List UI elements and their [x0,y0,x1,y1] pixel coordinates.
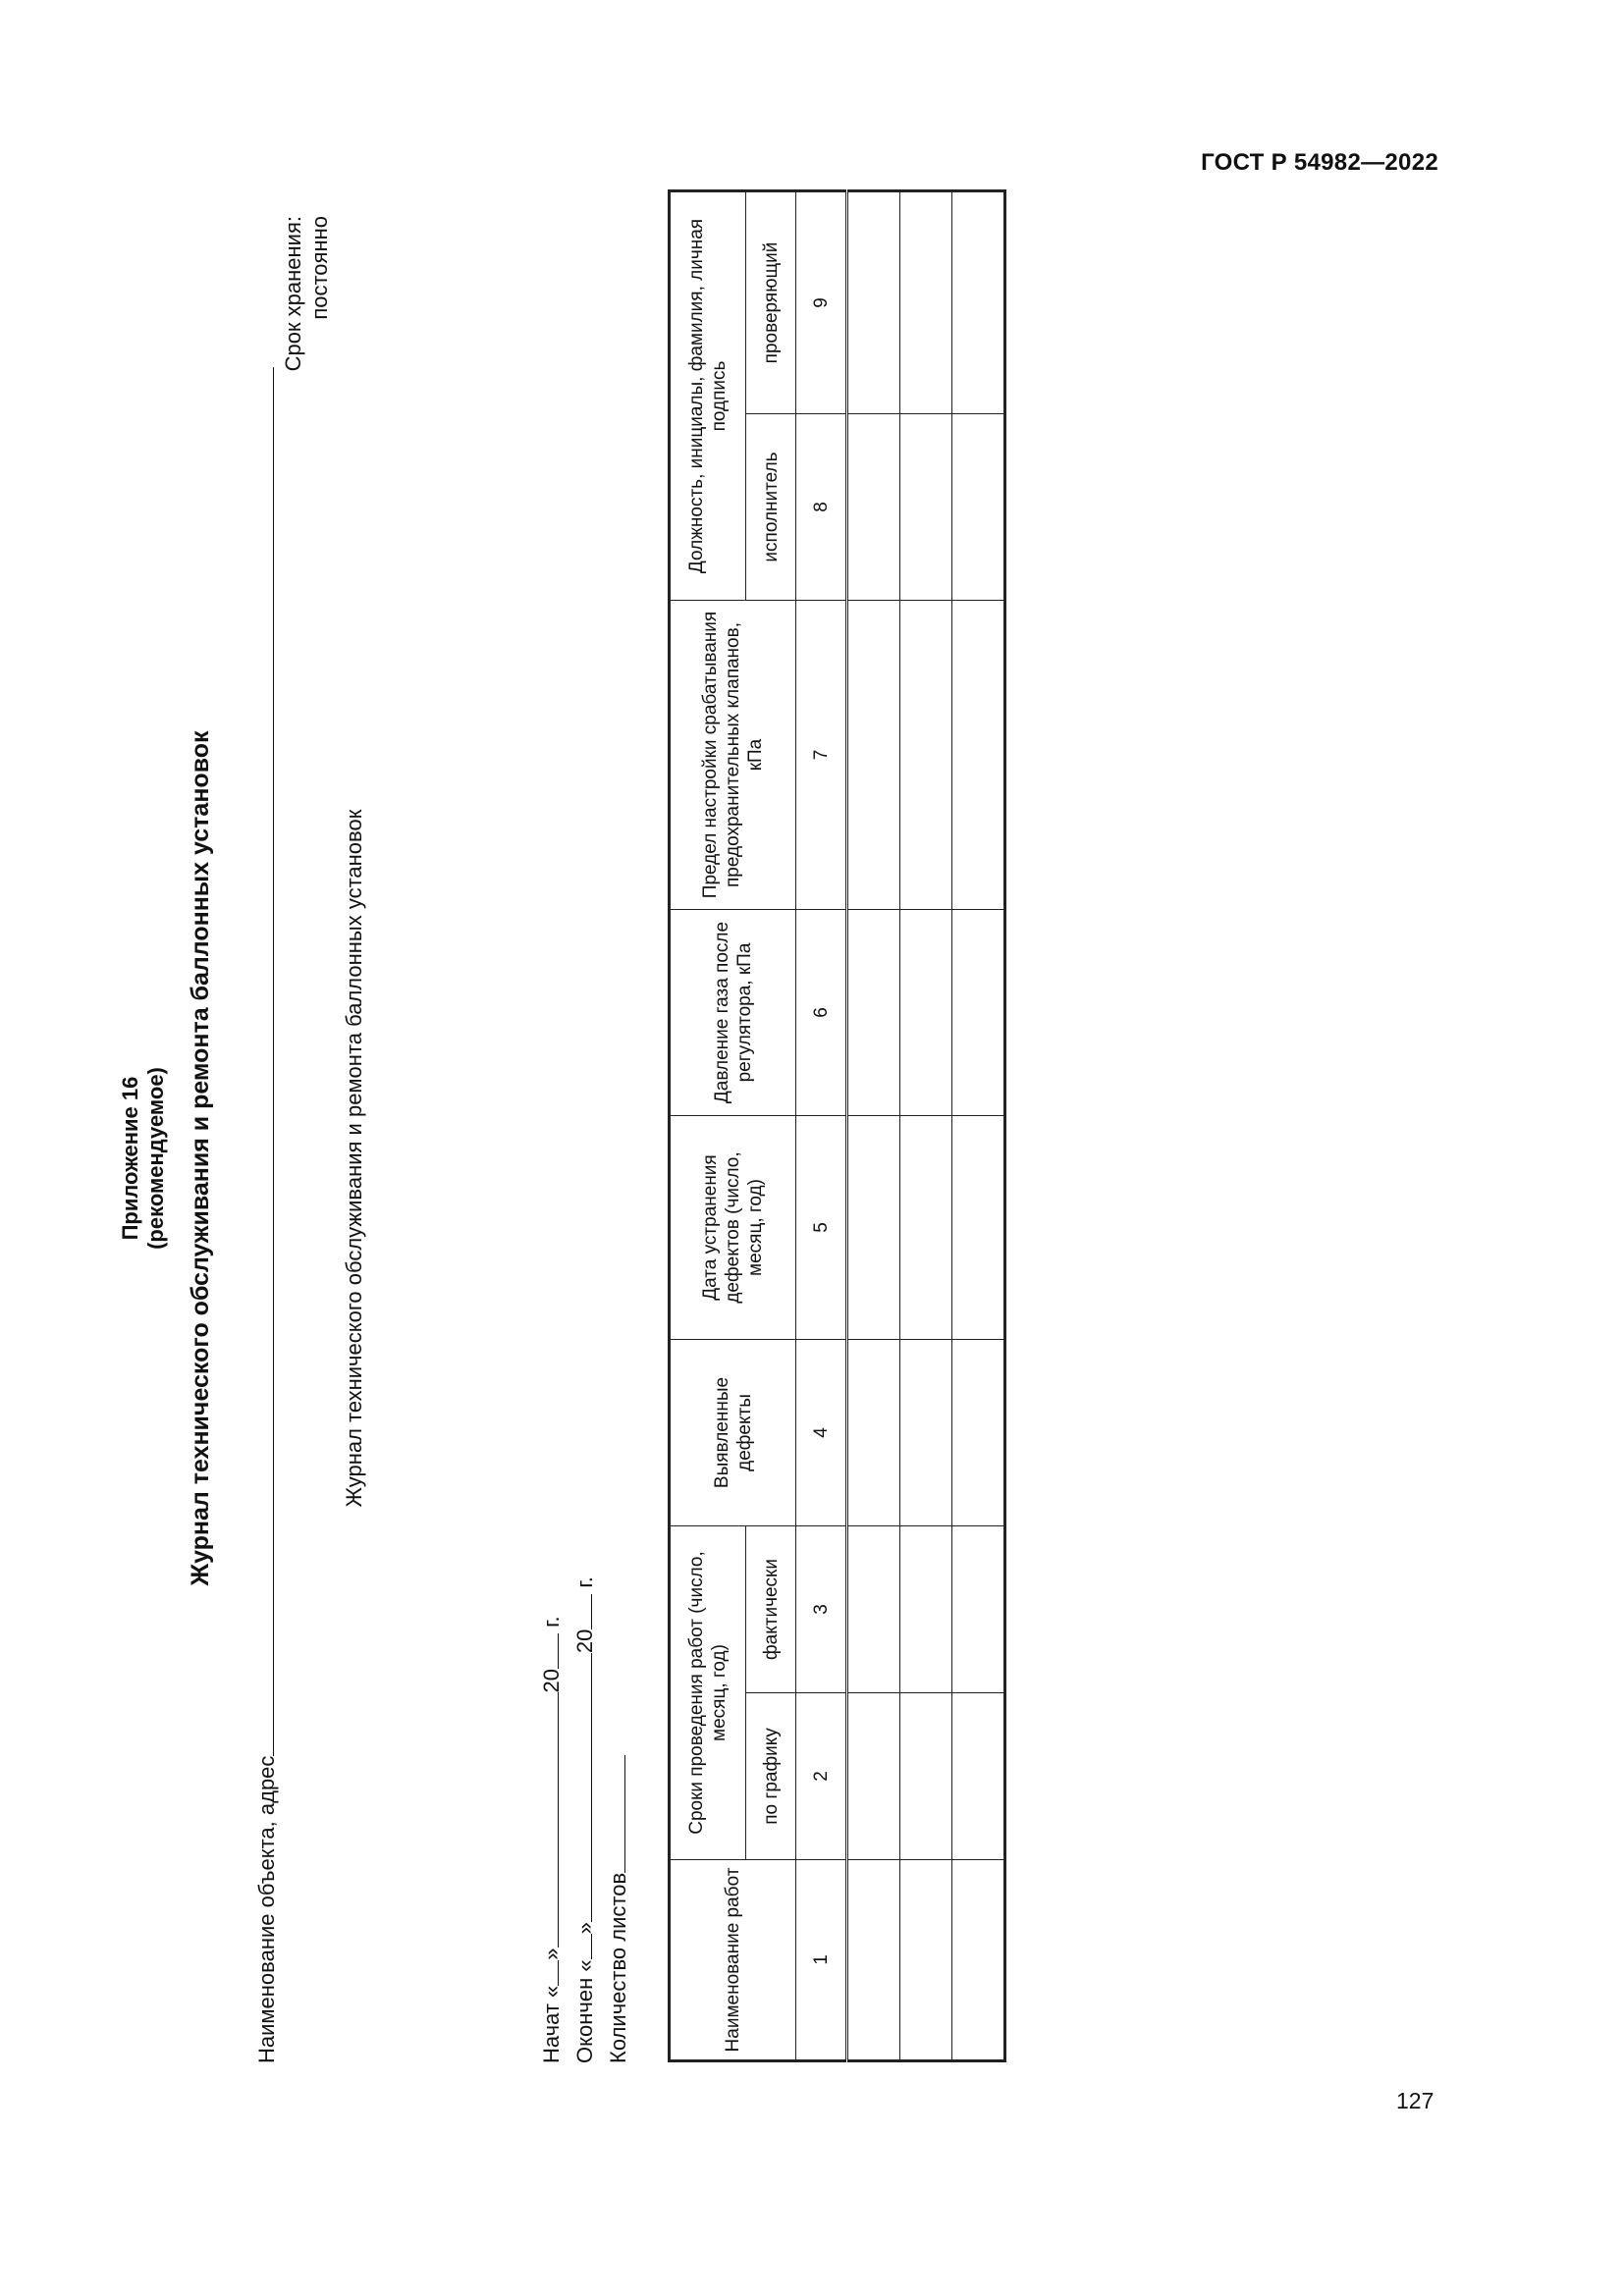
header-gas-pressure: Давление газа после регулятора, кПа [670,910,796,1116]
table-cell [847,1526,900,1693]
column-number: 2 [796,1693,847,1860]
appendix-note: (рекомендуемое) [143,1067,168,1250]
table-cell [900,1693,952,1860]
end-label: Окончен « [572,1959,597,2063]
table-cell [847,1860,900,2061]
page-number: 127 [1396,2088,1435,2113]
end-date-field [571,1576,598,2063]
header-defects: Выявленные дефекты [670,1340,796,1526]
table-cell [900,191,952,414]
table-cell [900,1526,952,1693]
start-day-line [538,1960,559,1986]
object-field [253,367,280,2063]
column-number: 7 [796,601,847,910]
table-cell [900,1116,952,1340]
table-cell [952,1693,1005,1860]
table-header-row [670,191,746,2061]
end-day-line [571,1934,592,1959]
table-cell [952,1860,1005,2061]
column-number: 1 [796,1860,847,2061]
start-year-suffix: г. [539,1616,564,1628]
table-row [900,191,952,2061]
object-label: Наименование объекта, адрес [254,1755,279,2063]
storage-period [280,216,333,510]
header-actual: фактически [746,1526,796,1693]
journal-title: Журнал технического обслуживания и ремонта баллонных установок [187,730,214,1586]
table-cell [952,910,1005,1116]
table-cell [847,191,900,414]
start-year-line [538,1633,559,1669]
header-dates-group: Сроки проведения работ (число, месяц, год) [670,1526,746,1860]
column-number: 3 [796,1526,847,1693]
table-cell [952,191,1005,414]
column-number-row [796,191,847,2061]
table-cell [952,1340,1005,1526]
column-number: 6 [796,910,847,1116]
end-quote-close: » [572,1922,597,1935]
table-cell [900,601,952,910]
journal-table [668,189,1006,2062]
object-blank-line [253,367,274,1756]
storage-label: Срок хранения: [281,216,305,372]
column-number: 9 [796,191,847,414]
column-number: 4 [796,1340,847,1526]
table-cell [847,414,900,601]
table-cell [900,1340,952,1526]
table-cell [952,601,1005,910]
header-executor: исполнитель [746,414,796,601]
sheets-field [605,1755,631,2063]
table-cell [900,414,952,601]
sheets-label: Количество листов [606,1872,630,2063]
table-cell [952,414,1005,601]
header-scheduled: по графику [746,1693,796,1860]
start-date-field [538,1616,565,2063]
end-year-prefix: 20 [572,1629,597,1654]
header-signature-group: Должность, инициалы, фамилия, личная подпись [670,191,746,601]
start-label: Начат « [539,1985,564,2063]
sheets-blank-line [605,1755,625,1873]
table-cell [847,1340,900,1526]
appendix-title: Приложение 16 [118,1076,142,1241]
table-row [952,191,1005,2061]
rotated-form [39,196,1119,2120]
header-inspector: проверяющий [746,191,796,414]
table-cell [847,1693,900,1860]
start-year-prefix: 20 [539,1668,564,1693]
table-cell [847,1116,900,1340]
table-cell [952,1526,1005,1693]
start-month-line [538,1692,559,1948]
column-number: 8 [796,414,847,601]
end-month-line [571,1653,592,1922]
table-cell [900,910,952,1116]
header-work-name: Наименование работ [670,1860,796,2061]
table-cell [900,1860,952,2061]
header-valve-limit: Предел настройки срабатывания предохранительных клапанов, кПа [670,601,796,910]
document-code: ГОСТ Р 54982—2022 [1201,149,1438,176]
column-number: 5 [796,1116,847,1340]
end-year-suffix: г. [572,1576,597,1588]
table-cell [952,1116,1005,1340]
table-cell [847,601,900,910]
journal-subtitle: Журнал технического обслуживания и ремонта баллонных установок [342,809,366,1508]
table-cell [847,910,900,1116]
table-row [847,191,900,2061]
header-fix-date: Дата устранения дефектов (число, месяц, год) [670,1116,796,1340]
end-year-line [571,1594,592,1629]
storage-value: постоянно [307,216,332,320]
start-quote-close: » [539,1948,564,1960]
